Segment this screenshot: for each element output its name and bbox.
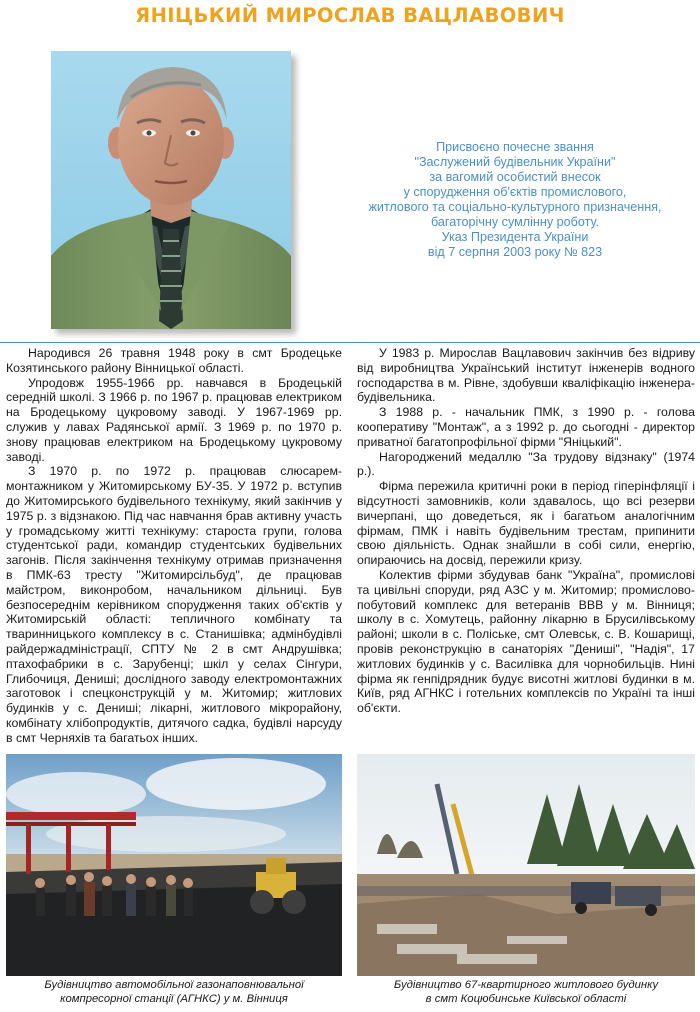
apartment-building-construction-photo: [357, 754, 695, 976]
caption-line: Будівництво автомобільної газонаповнювальної: [44, 979, 304, 991]
honor-line: житлового та соціально-культурного призначення,: [368, 200, 662, 214]
honor-line: у спорудження об'єктів промислового,: [403, 185, 627, 199]
section-divider: [0, 342, 700, 343]
page-title: ЯНІЦЬКИЙ МИРОСЛАВ ВАЦЛАВОВИЧ: [135, 4, 565, 27]
paragraph: Фірма пережила критичні роки в період гіперінфляції і відсутності замовників, коли здавалось, що всі резерви вичерпані, що доведеться, як і багатьом аналогічним фірмам, ПМК і навіть будівельним трестам, припинити свою діяльність. Однак знайшли в собі сили, енергію, опираючись на досвід, пережили кризу.: [357, 479, 695, 568]
paragraph: З 1970 р. по 1972 р. працював слюсарем-монтажником у Житомирському БУ-35. У 1972 р. вступив до Житомирського будівельного технікуму, який закінчив у 1975 р. з відзнакою. Під час навчання брав активну участь у громадському житті технікуму: староста групи, голова студентської ради, командир студентських будівельних загонів. Після закінчення технікуму отримав призначення в ПМК-63 тресту "Житомирсільбуд", де працював майстром, виконробом, начальником дільниці. Був безпосереднім керівником спорудження таких об'єктів у Житомирській області: тепличного комбінату та тваринницького комплексу в с. Станишівка; адмінбудівлі райдержадміністрації, СПТУ № 2 в смт Андрушівка; птахофабрики в с. Зарубенці; шкіл у селах Сінгури, Глибочиця, Дениші; дослідного заводу електромонтажних заготовок і спецконструкцій у м. Житомир; житлових будинків у с. Дениші; лікарні, житлового мікрорайону, комбінату хлібопродуктів, дитячого садка, будівлі нарсуду в смт Черняхів та багатьох інших.: [6, 464, 342, 745]
biography-left-column: [6, 346, 342, 746]
honor-line: Указ Президента України: [441, 230, 589, 244]
photo-caption-left: [6, 979, 342, 1006]
caption-line: компресорної станції (АГНКС) у м. Вінниця: [60, 992, 288, 1005]
honor-title-block: [330, 140, 700, 260]
caption-line: Будівництво 67-квартирного житлового будинку: [393, 979, 659, 991]
caption-line: в смт Коцюбинське Київської області: [425, 992, 627, 1005]
paragraph: Нагороджений медаллю "За трудову відзнаку" (1974 р.).: [357, 449, 695, 479]
honor-line: від 7 серпня 2003 року № 823: [427, 245, 603, 259]
honor-line: Присвоєно почесне звання: [436, 140, 594, 154]
paragraph: З 1988 р. - начальник ПМК, з 1990 р. - голова кооперативу "Монтаж", а з 1992 р. до сьогодні - директор приватної багатопрофільної фірми "Яніцький".: [357, 405, 695, 449]
honor-line: "Заслужений будівельник України": [414, 155, 616, 169]
paragraph: Народився 26 травня 1948 року в смт Бродецьке Козятинського району Вінницької області.: [6, 346, 342, 375]
paragraph: Упродовж 1955-1966 рр. навчався в Бродецькій середній школі. З 1966 р. по 1967 р. працював електриком на Бродецькому цукровому заводі. У 1967-1969 рр. служив у лавах Радянської армії. З 1969 р. по 1970 р. знову працював електриком на Бродецькому цукровому заводі.: [6, 375, 342, 464]
paragraph: Колектив фірми збудував банк "Україна", промислові та цивільні споруди, ряд АЗС у м. Житомир; промислово-побутовий комплекс для ветеранів ВВВ у м. Вінниця; школу в с. Хомутець, районну лікарню в Брусилівському районі; школи в с. Поліське, смт Олевськ, с. В. Кошарищі, провів реконструкцію в санаторіях "Дениші", "Надія", 17 житлових будинків у с. Василівка для чорнобильців. Нині фірма як генпідрядник будує висотні житлові будинки в м. Київ, ряд АГНКС і готельних комплексів по Україні та інші об'єкти.: [357, 567, 695, 716]
honor-line: багаторічну сумлінну роботу.: [430, 215, 600, 229]
portrait-photo: [51, 51, 291, 329]
honor-line: за вагомий особистий внесок: [429, 170, 601, 184]
paragraph: У 1983 р. Мирослав Вацлавович закінчив без відриву від виробництва Український інститут інженерів водного господарства в м. Рівне, здобувши кваліфікацію інженера-будівельника.: [357, 346, 695, 405]
biography-right-column: [357, 346, 695, 716]
photo-caption-right: [357, 979, 695, 1006]
gas-station-construction-photo: [6, 754, 342, 976]
